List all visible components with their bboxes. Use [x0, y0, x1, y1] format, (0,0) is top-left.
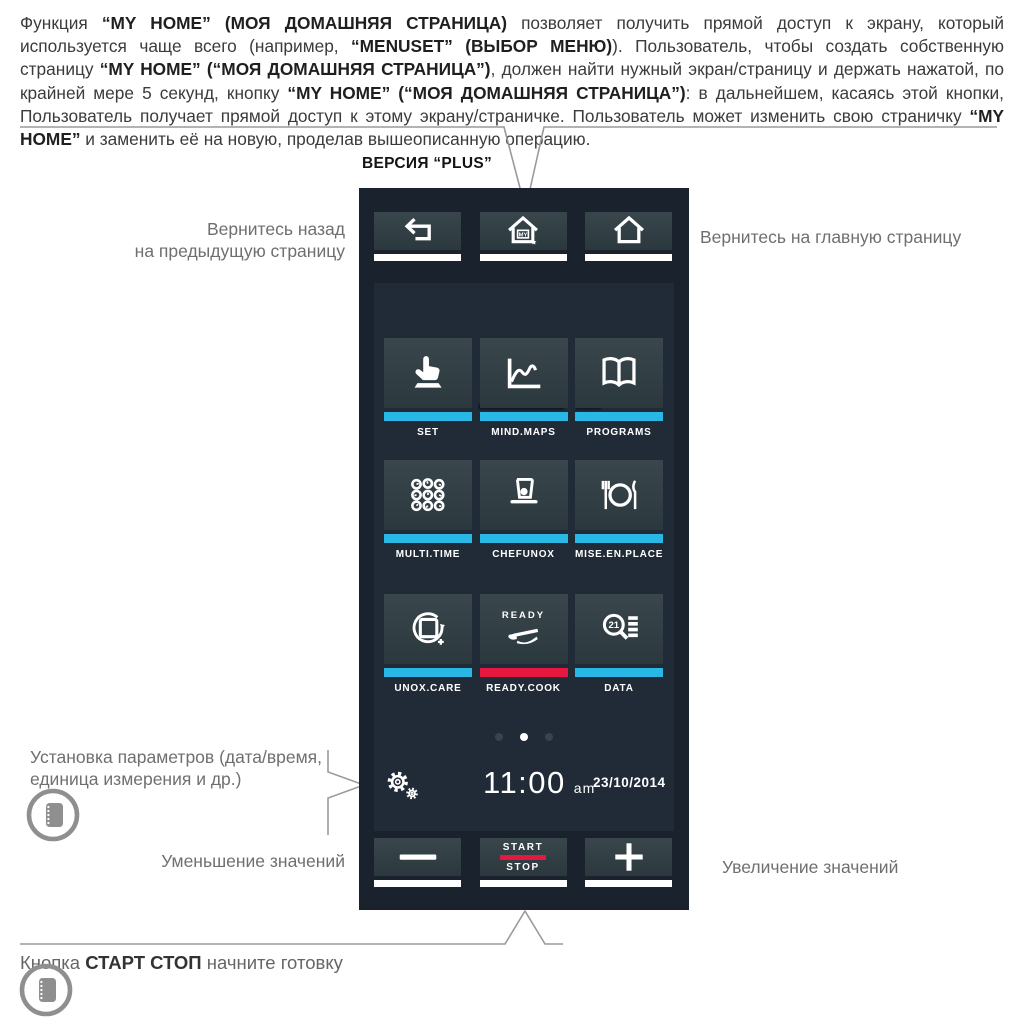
annotation-back-line2: на предыдущую страницу: [134, 240, 345, 261]
home-button[interactable]: [585, 212, 672, 261]
bottom-keys-row: [359, 838, 689, 887]
programs-icon: [596, 350, 642, 396]
caption-pre: Кнопка: [20, 952, 86, 973]
tile-face: [575, 338, 663, 408]
stop-label: STOP: [506, 861, 540, 873]
unox-care-icon: [405, 606, 451, 652]
tile-face: [384, 460, 472, 530]
tile-underline: [384, 534, 472, 543]
tile-underline: [575, 668, 663, 677]
tile-data[interactable]: [575, 594, 663, 694]
ready-caption: READY: [501, 609, 546, 621]
caption-bold: СТАРТ СТОП: [85, 952, 202, 973]
tile-face: [480, 338, 568, 408]
page-dot-2[interactable]: [520, 733, 528, 741]
plus-button[interactable]: [585, 838, 672, 887]
tile-label: MISE.EN.PLACE: [575, 549, 664, 560]
svg-text:MY: MY: [518, 232, 528, 239]
tile-label: PROGRAMS: [586, 427, 652, 438]
my-home-button[interactable]: [480, 212, 567, 261]
key-underline: [585, 254, 672, 261]
settings-gear-icon[interactable]: [383, 768, 421, 807]
tile-mind-maps[interactable]: [480, 338, 568, 438]
data-icon: [596, 606, 642, 652]
svg-text:21: 21: [608, 620, 620, 632]
start-stop-red-bar: [500, 855, 546, 860]
annotation-back-line1: Вернитесь назад: [206, 219, 345, 239]
key-underline: [374, 254, 461, 261]
top-keys-row: [359, 212, 689, 261]
annotation-decrease: Уменьшение значений: [161, 851, 345, 871]
tile-face: [480, 594, 568, 664]
plus-icon: [585, 838, 672, 876]
annotation-settings: [30, 747, 340, 790]
annotation-increase: Увеличение значений: [722, 857, 899, 877]
clock-time: 11:00: [483, 765, 566, 800]
app-grid-row-1: [359, 338, 689, 438]
app-grid-row-2: [359, 460, 689, 560]
clock: [483, 760, 595, 806]
clock-meridiem: am: [573, 780, 596, 796]
page-indicator: [359, 733, 689, 741]
mise-en-place-icon: [596, 472, 642, 518]
tile-underline: [575, 534, 663, 543]
tile-face: [575, 594, 663, 664]
tile-label: MULTI.TIME: [395, 549, 461, 560]
multi-time-icon: [405, 472, 451, 518]
page-dot-1[interactable]: [495, 733, 503, 741]
tile-set[interactable]: [384, 338, 472, 438]
minus-icon: [374, 838, 461, 876]
page-dot-3[interactable]: [545, 733, 553, 741]
key-underline: [585, 880, 672, 887]
ready-cook-icon: [501, 622, 547, 649]
set-icon: [405, 350, 451, 396]
tile-face: [480, 460, 568, 530]
tile-underline: [384, 668, 472, 677]
tile-face: [575, 460, 663, 530]
back-icon: [374, 212, 461, 250]
tile-label: DATA: [604, 683, 634, 694]
key-underline: [480, 880, 567, 887]
annotation-home: Вернитесь на главную страницу: [700, 227, 962, 247]
chefunox-icon: [501, 472, 547, 518]
tile-face: [384, 338, 472, 408]
tile-label: MIND.MAPS: [491, 427, 556, 438]
date-display: 23/10/2014: [593, 775, 666, 790]
tile-programs[interactable]: [575, 338, 663, 438]
intro-paragraph: Функция “MY HOME” (МОЯ ДОМАШНЯЯ СТРАНИЦА) позволяет получить прямой доступ к экрану, который используется чаще всего (например, “MENUSET” (ВЫБОР МЕНЮ)). Пользователь, чтобы создать собственную страницу “MY HOME” (“МОЯ ДОМАШНЯЯ СТРАНИЦА”), должен найти нужный экран/страницу и держать нажатой, по крайней мере 5 секунд, кнопку “MY HOME” (“МОЯ ДОМАШНЯЯ СТРАНИЦА”): в дальнейшем, касаясь этой кнопки, Пользователь получает прямой доступ к этому экрану/страничке. Пользователь может изменить свою страничку “MY HOME” и заменить её на новую, проделав вышеописанную операцию.: [20, 13, 1004, 150]
tile-underline: [384, 412, 472, 421]
touch-control-panel: [359, 188, 689, 910]
status-bar: [359, 760, 689, 806]
tile-underline: [480, 668, 568, 677]
tile-label: SET: [417, 427, 439, 438]
key-underline: [374, 880, 461, 887]
my-home-icon: [480, 212, 567, 250]
version-label: ВЕРСИЯ “PLUS”: [362, 155, 493, 172]
tile-ready-cook[interactable]: [480, 594, 568, 694]
tile-face: [384, 594, 472, 664]
annotation-settings-line2: единица измерения и др.): [30, 768, 242, 789]
caption-post: начните готовку: [201, 952, 343, 973]
tile-mise-en-place[interactable]: [575, 460, 663, 560]
back-button[interactable]: [374, 212, 461, 261]
tile-underline: [480, 412, 568, 421]
tile-label: CHEFUNOX: [492, 549, 555, 560]
home-icon: [585, 212, 672, 250]
annotation-back: [120, 219, 345, 262]
annotation-settings-line1: Установка параметров (дата/время,: [30, 747, 323, 767]
key-underline: [480, 254, 567, 261]
tile-underline: [480, 534, 568, 543]
tile-multi-time[interactable]: [384, 460, 472, 560]
tile-label: READY.COOK: [486, 683, 561, 694]
app-grid-row-3: [359, 594, 689, 694]
start-stop-key: [480, 838, 567, 876]
tile-chefunox[interactable]: [480, 460, 568, 560]
tile-unox-care[interactable]: [384, 594, 472, 694]
manual-reference-icon: [25, 787, 81, 843]
start-label: START: [502, 841, 544, 853]
mind-maps-icon: [501, 350, 547, 396]
start-stop-button[interactable]: [480, 838, 567, 887]
tile-underline: [575, 412, 663, 421]
tile-label: UNOX.CARE: [394, 683, 462, 694]
manual-reference-icon: [18, 962, 74, 1018]
minus-button[interactable]: [374, 838, 461, 887]
